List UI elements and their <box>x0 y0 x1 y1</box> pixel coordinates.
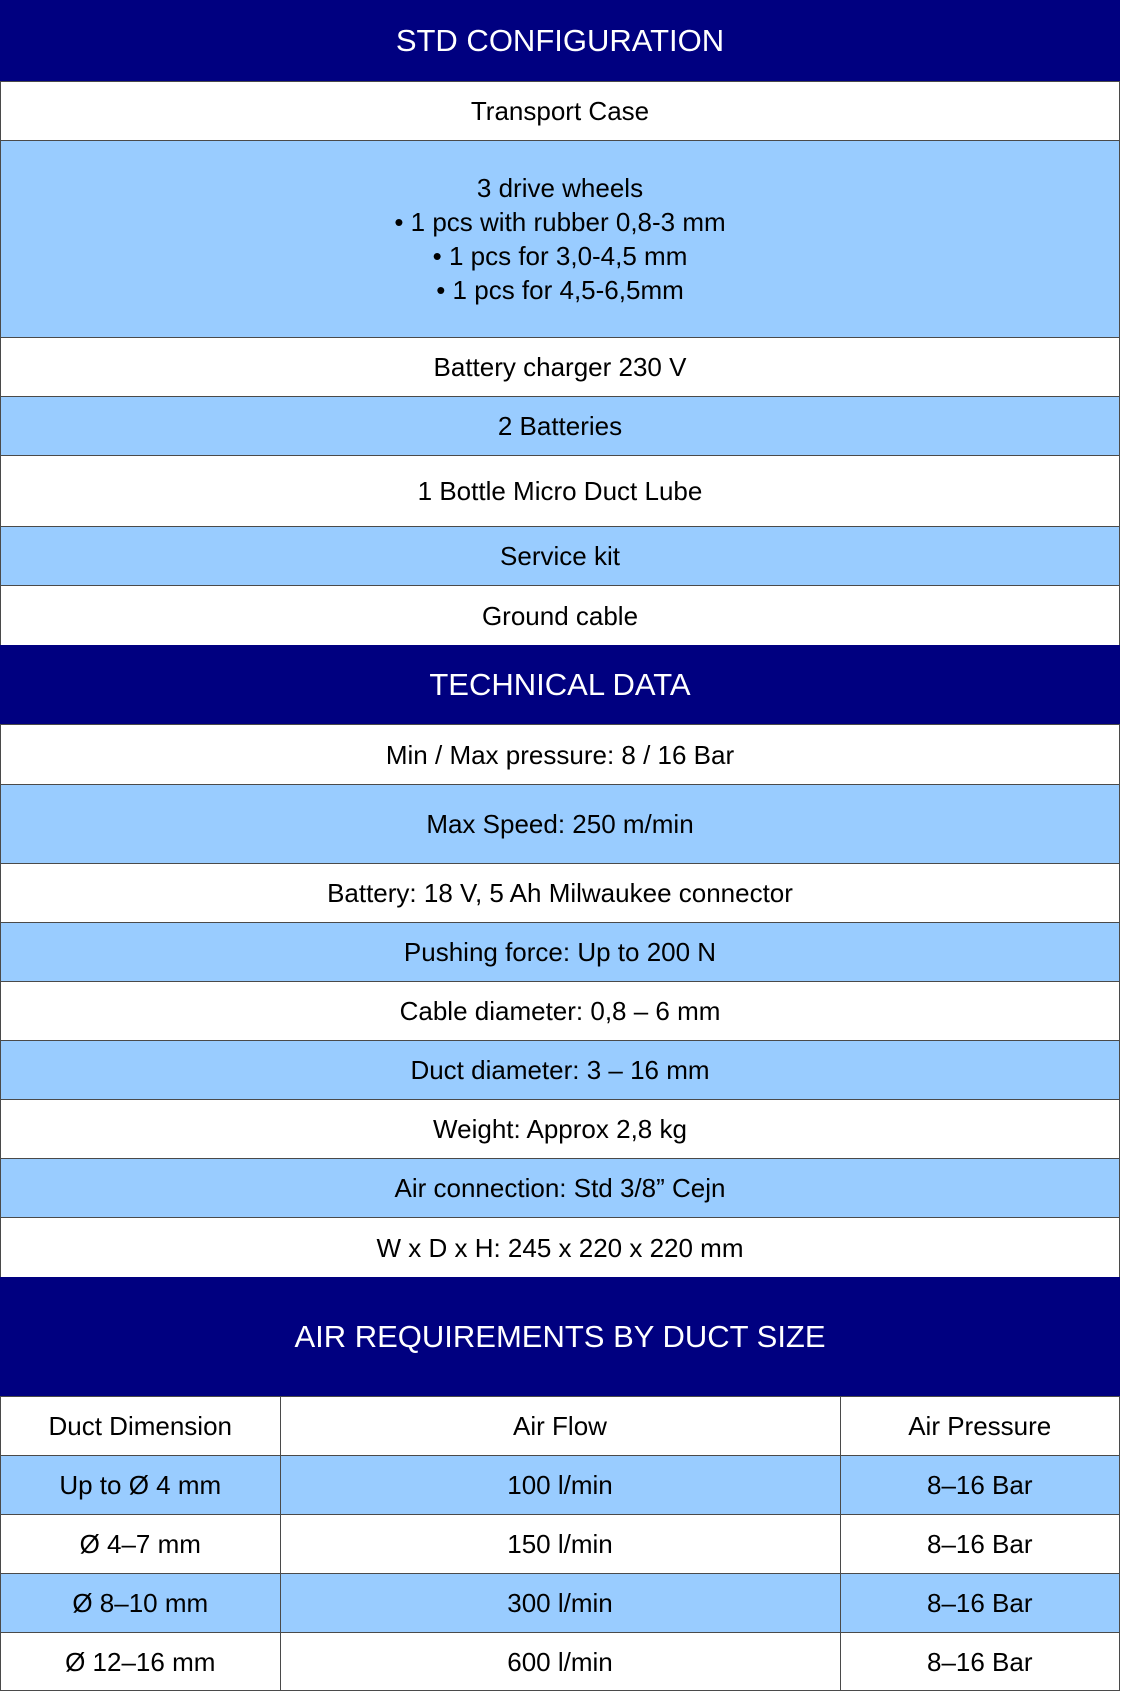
table-row <box>0 1632 1120 1691</box>
air-flow-cell: 300 l/min <box>281 1574 841 1632</box>
air-flow-cell: 600 l/min <box>281 1633 841 1690</box>
tech-item: Pushing force: Up to 200 N <box>403 937 717 967</box>
duct-dimension-cell: Up to Ø 4 mm <box>1 1456 281 1514</box>
tech-row-dimensions <box>0 1217 1120 1278</box>
column-header-duct-dimension: Duct Dimension <box>1 1397 281 1455</box>
tech-item: Max Speed: 250 m/min <box>426 809 694 839</box>
std-config-row-ground-cable <box>0 585 1120 646</box>
air-flow-cell: 150 l/min <box>281 1515 841 1573</box>
air-requirements-title: AIR REQUIREMENTS BY DUCT SIZE <box>294 1319 826 1354</box>
tech-item: Weight: Approx 2,8 kg <box>433 1114 687 1144</box>
air-table-header-row <box>0 1396 1120 1456</box>
tech-row-cable-diameter <box>0 981 1120 1041</box>
tech-row-speed <box>0 784 1120 864</box>
std-config-item: Ground cable <box>481 600 639 631</box>
tech-row-pushing-force <box>0 922 1120 982</box>
table-row <box>0 1514 1120 1574</box>
std-config-item: Service kit <box>500 541 620 571</box>
drive-wheels-block <box>394 171 725 307</box>
std-config-item: 3 drive wheels <box>476 173 644 203</box>
air-pressure-cell: 8–16 Bar <box>926 1588 1033 1618</box>
tech-row-air-connection <box>0 1158 1120 1218</box>
technical-data-header <box>0 645 1120 725</box>
tech-row-battery <box>0 863 1120 923</box>
table-row <box>0 1455 1120 1515</box>
technical-data-title: TECHNICAL DATA <box>429 667 691 702</box>
tech-row-pressure <box>0 724 1120 785</box>
duct-dimension-cell: Ø 8–10 mm <box>1 1574 281 1632</box>
duct-dimension-cell: Ø 12–16 mm <box>1 1633 281 1690</box>
std-config-item: Transport Case <box>470 96 650 126</box>
air-requirements-header <box>0 1277 1120 1397</box>
tech-row-duct-diameter <box>0 1040 1120 1100</box>
table-row <box>0 1573 1120 1633</box>
tech-row-weight <box>0 1099 1120 1159</box>
std-config-row-battery-charger <box>0 337 1120 397</box>
tech-item: W x D x H: 245 x 220 x 220 mm <box>376 1232 744 1263</box>
air-pressure-cell: 8–16 Bar <box>926 1646 1033 1677</box>
std-config-row-service-kit <box>0 526 1120 586</box>
std-configuration-header <box>0 0 1120 82</box>
column-header-air-pressure: Air Pressure <box>908 1411 1052 1441</box>
tech-item: Duct diameter: 3 – 16 mm <box>410 1055 710 1085</box>
drive-wheel-detail: • 1 pcs with rubber 0,8-3 mm <box>394 207 726 237</box>
column-header-air-flow: Air Flow <box>281 1397 841 1455</box>
std-config-item: Battery charger 230 V <box>433 352 687 382</box>
drive-wheel-detail: • 1 pcs for 4,5-6,5mm <box>436 275 684 305</box>
drive-wheel-detail: • 1 pcs for 3,0-4,5 mm <box>432 241 688 271</box>
duct-dimension-cell: Ø 4–7 mm <box>1 1515 281 1573</box>
air-flow-cell: 100 l/min <box>281 1456 841 1514</box>
std-config-item: 1 Bottle Micro Duct Lube <box>417 476 703 506</box>
air-pressure-cell: 8–16 Bar <box>926 1470 1033 1500</box>
tech-item: Air connection: Std 3/8” Cejn <box>394 1173 726 1203</box>
tech-item: Battery: 18 V, 5 Ah Milwaukee connector <box>327 878 793 908</box>
std-config-item: 2 Batteries <box>497 411 623 441</box>
tech-item: Cable diameter: 0,8 – 6 mm <box>399 996 721 1026</box>
std-config-row-transport-case <box>0 81 1120 141</box>
std-config-row-drive-wheels <box>0 140 1120 338</box>
air-pressure-cell: 8–16 Bar <box>926 1529 1033 1559</box>
std-config-row-lube <box>0 455 1120 527</box>
std-configuration-title: STD CONFIGURATION <box>395 23 725 58</box>
tech-item: Min / Max pressure: 8 / 16 Bar <box>385 739 735 770</box>
std-config-row-batteries <box>0 396 1120 456</box>
